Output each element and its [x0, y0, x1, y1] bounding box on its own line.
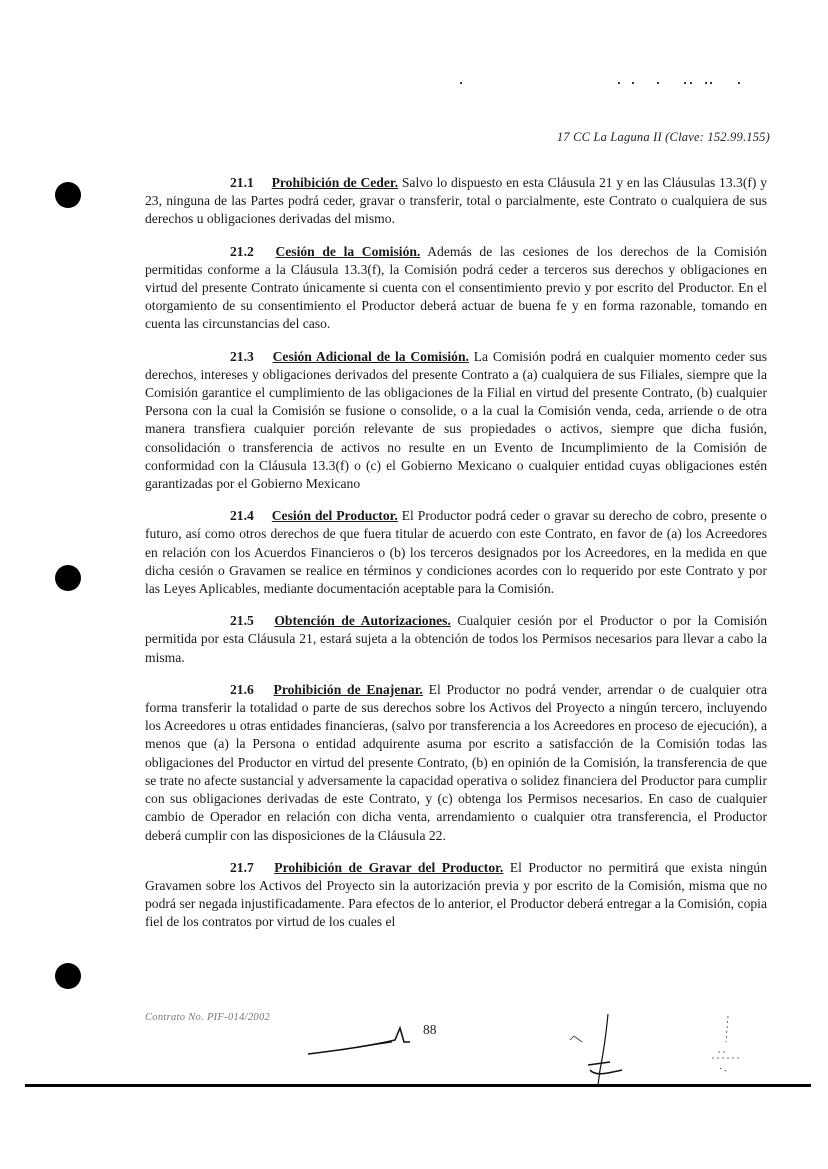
clause-21-4: [145, 507, 767, 598]
punch-hole: [55, 565, 81, 591]
clause-text: Cualquier cesión por el Productor o por la Comisión permitida por esta Cláusula 21, estará sujeta a la obtención de todos los Permisos necesarios para llevar a cabo la misma.: [145, 613, 768, 665]
running-header: 17 CC La Laguna II (Clave: 152.99.155): [556, 130, 770, 144]
clause-title: Prohibición de Gravar del Productor.: [274, 859, 504, 875]
page-number: 88: [423, 1022, 437, 1037]
clause-title: Cesión del Productor.: [271, 508, 398, 524]
clause-21-2: [145, 243, 767, 334]
clause-21-5: [145, 612, 767, 667]
clause-number: 21.1: [230, 175, 254, 190]
clause-text: El Productor no podrá vender, arrendar o de cualquier otra forma transferir la totalidad o parte de sus derechos sobre los Activos del Proyecto a ningún tercero, incluyendo los Acreedores u otras entidades financieras, (salvo por transferencia a los Acreedores en proceso de ejecución), a menos que (a) la Persona o entidad adquirente asuma por escrito a satisfacción de la Comisión todas las obligaciones del Productor en virtud del presente Contrato, (b) en opinión de la Comisión, la transferencia de que se trate no afecte sustancial y adversamente la capacidad operativa o solidez financiera del Productor para cumplir con sus obligaciones derivadas de este Contrato, y (c) obtenga los Permisos necesarios. En caso de cualquier cambio de Operador en relación con dicha venta, arrendamiento o cualquier otra transferencia, el Productor deberá cumplir con las disposiciones de la Cláusula 22.: [145, 681, 767, 843]
clause-21-7: [145, 859, 767, 932]
signature-initials-middle: [560, 1010, 630, 1090]
punch-hole: [55, 182, 81, 208]
clause-text: La Comisión podrá en cualquier momento ceder sus derechos, intereses y obligaciones derivados del presente Contrato a (a) cualquiera de sus Filiales, siempre que la Comisión garantice el cumplimiento de las obligaciones de la Filial en virtud del presente Contrato, (b) cualquier Persona con la cual la Comisión se fusione o consolide, o a la cual la Comisión venda, ceda, arriende o de otra manera transfiera cualquier porción relevante de sus propiedades o activos, siempre que dicha fusión, consolidación o transferencia de activos no resulte en un Evento de Incumplimiento de la Comisión de conformidad con la Cláusula 13.3(f) o (c) el Gobierno Mexicano o cualquier entidad cuyas obligaciones estén garantizadas por el Gobierno Mexicano: [145, 348, 767, 492]
contract-number: Contrato No. PIF-014/2002: [145, 1012, 271, 1023]
clause-title: Prohibición de Ceder.: [271, 175, 399, 190]
signature-initials-right: [700, 1012, 750, 1082]
page-bottom-rule: [25, 1084, 811, 1087]
scan-noise: [0, 82, 828, 86]
clause-number: 21.6: [230, 681, 254, 697]
clause-21-1: [145, 174, 767, 229]
document-body: [145, 174, 767, 946]
punch-hole: [55, 963, 81, 989]
clause-title: Cesión de la Comisión.: [275, 243, 421, 259]
clause-title: Cesión Adicional de la Comisión.: [272, 348, 469, 364]
clause-text: El Productor no permitirá que exista ningún Gravamen sobre los Activos del Proyecto sin la autorización previa y por escrito de la Comisión, misma que no podrá ser negada injustificadamente. Para efectos de lo anterior, el Productor deberá entregar a la Comisión, copia fiel de los contratos por virtud de los cuales el: [145, 859, 767, 930]
clause-number: 21.3: [230, 348, 254, 364]
clause-21-3: [145, 348, 767, 494]
signature-initials-left: [300, 1020, 420, 1060]
clause-number: 21.2: [230, 243, 254, 259]
clause-text: Salvo lo dispuesto en esta Cláusula 21 y en las Cláusulas 13.3(f) y 23, ninguna de las Partes podrá ceder, gravar o transferir, total o parcialmente, este Contrato o cualquiera de sus derechos u obligaciones derivadas del mismo.: [145, 175, 767, 227]
clause-title: Prohibición de Enajenar.: [273, 681, 423, 697]
clause-number: 21.7: [230, 859, 254, 875]
clause-number: 21.5: [230, 613, 254, 629]
clause-text: El Productor podrá ceder o gravar su derecho de cobro, presente o futuro, así como otros derechos de que fuera titular de acuerdo con este Contrato, en favor de (a) los Acreedores en relación con los Acuerdos Financieros o (b) los terceros designados por los Acreedores, en la medida en que dicha cesión o Gravamen se realice en términos y condiciones acordes con lo requerido por este Contrato y por las Leyes Aplicables, mediante documentación aceptable para la Comisión.: [145, 508, 767, 597]
clause-title: Obtención de Autorizaciones.: [274, 613, 451, 629]
clause-21-6: [145, 681, 767, 845]
clause-number: 21.4: [230, 508, 254, 524]
clause-text: Además de las cesiones de los derechos de la Comisión permitidas conforme a la Cláusula 13.3(f), la Comisión podrá ceder a terceros sus derechos y obligaciones en virtud del presente Contrato únicamente si cuenta con el consentimiento previo y por escrito del Productor. En el otorgamiento de su consentimiento el Productor deberá actuar de buena fe y en forma razonable, tomando en cuenta las circunstancias del caso.: [145, 243, 767, 332]
